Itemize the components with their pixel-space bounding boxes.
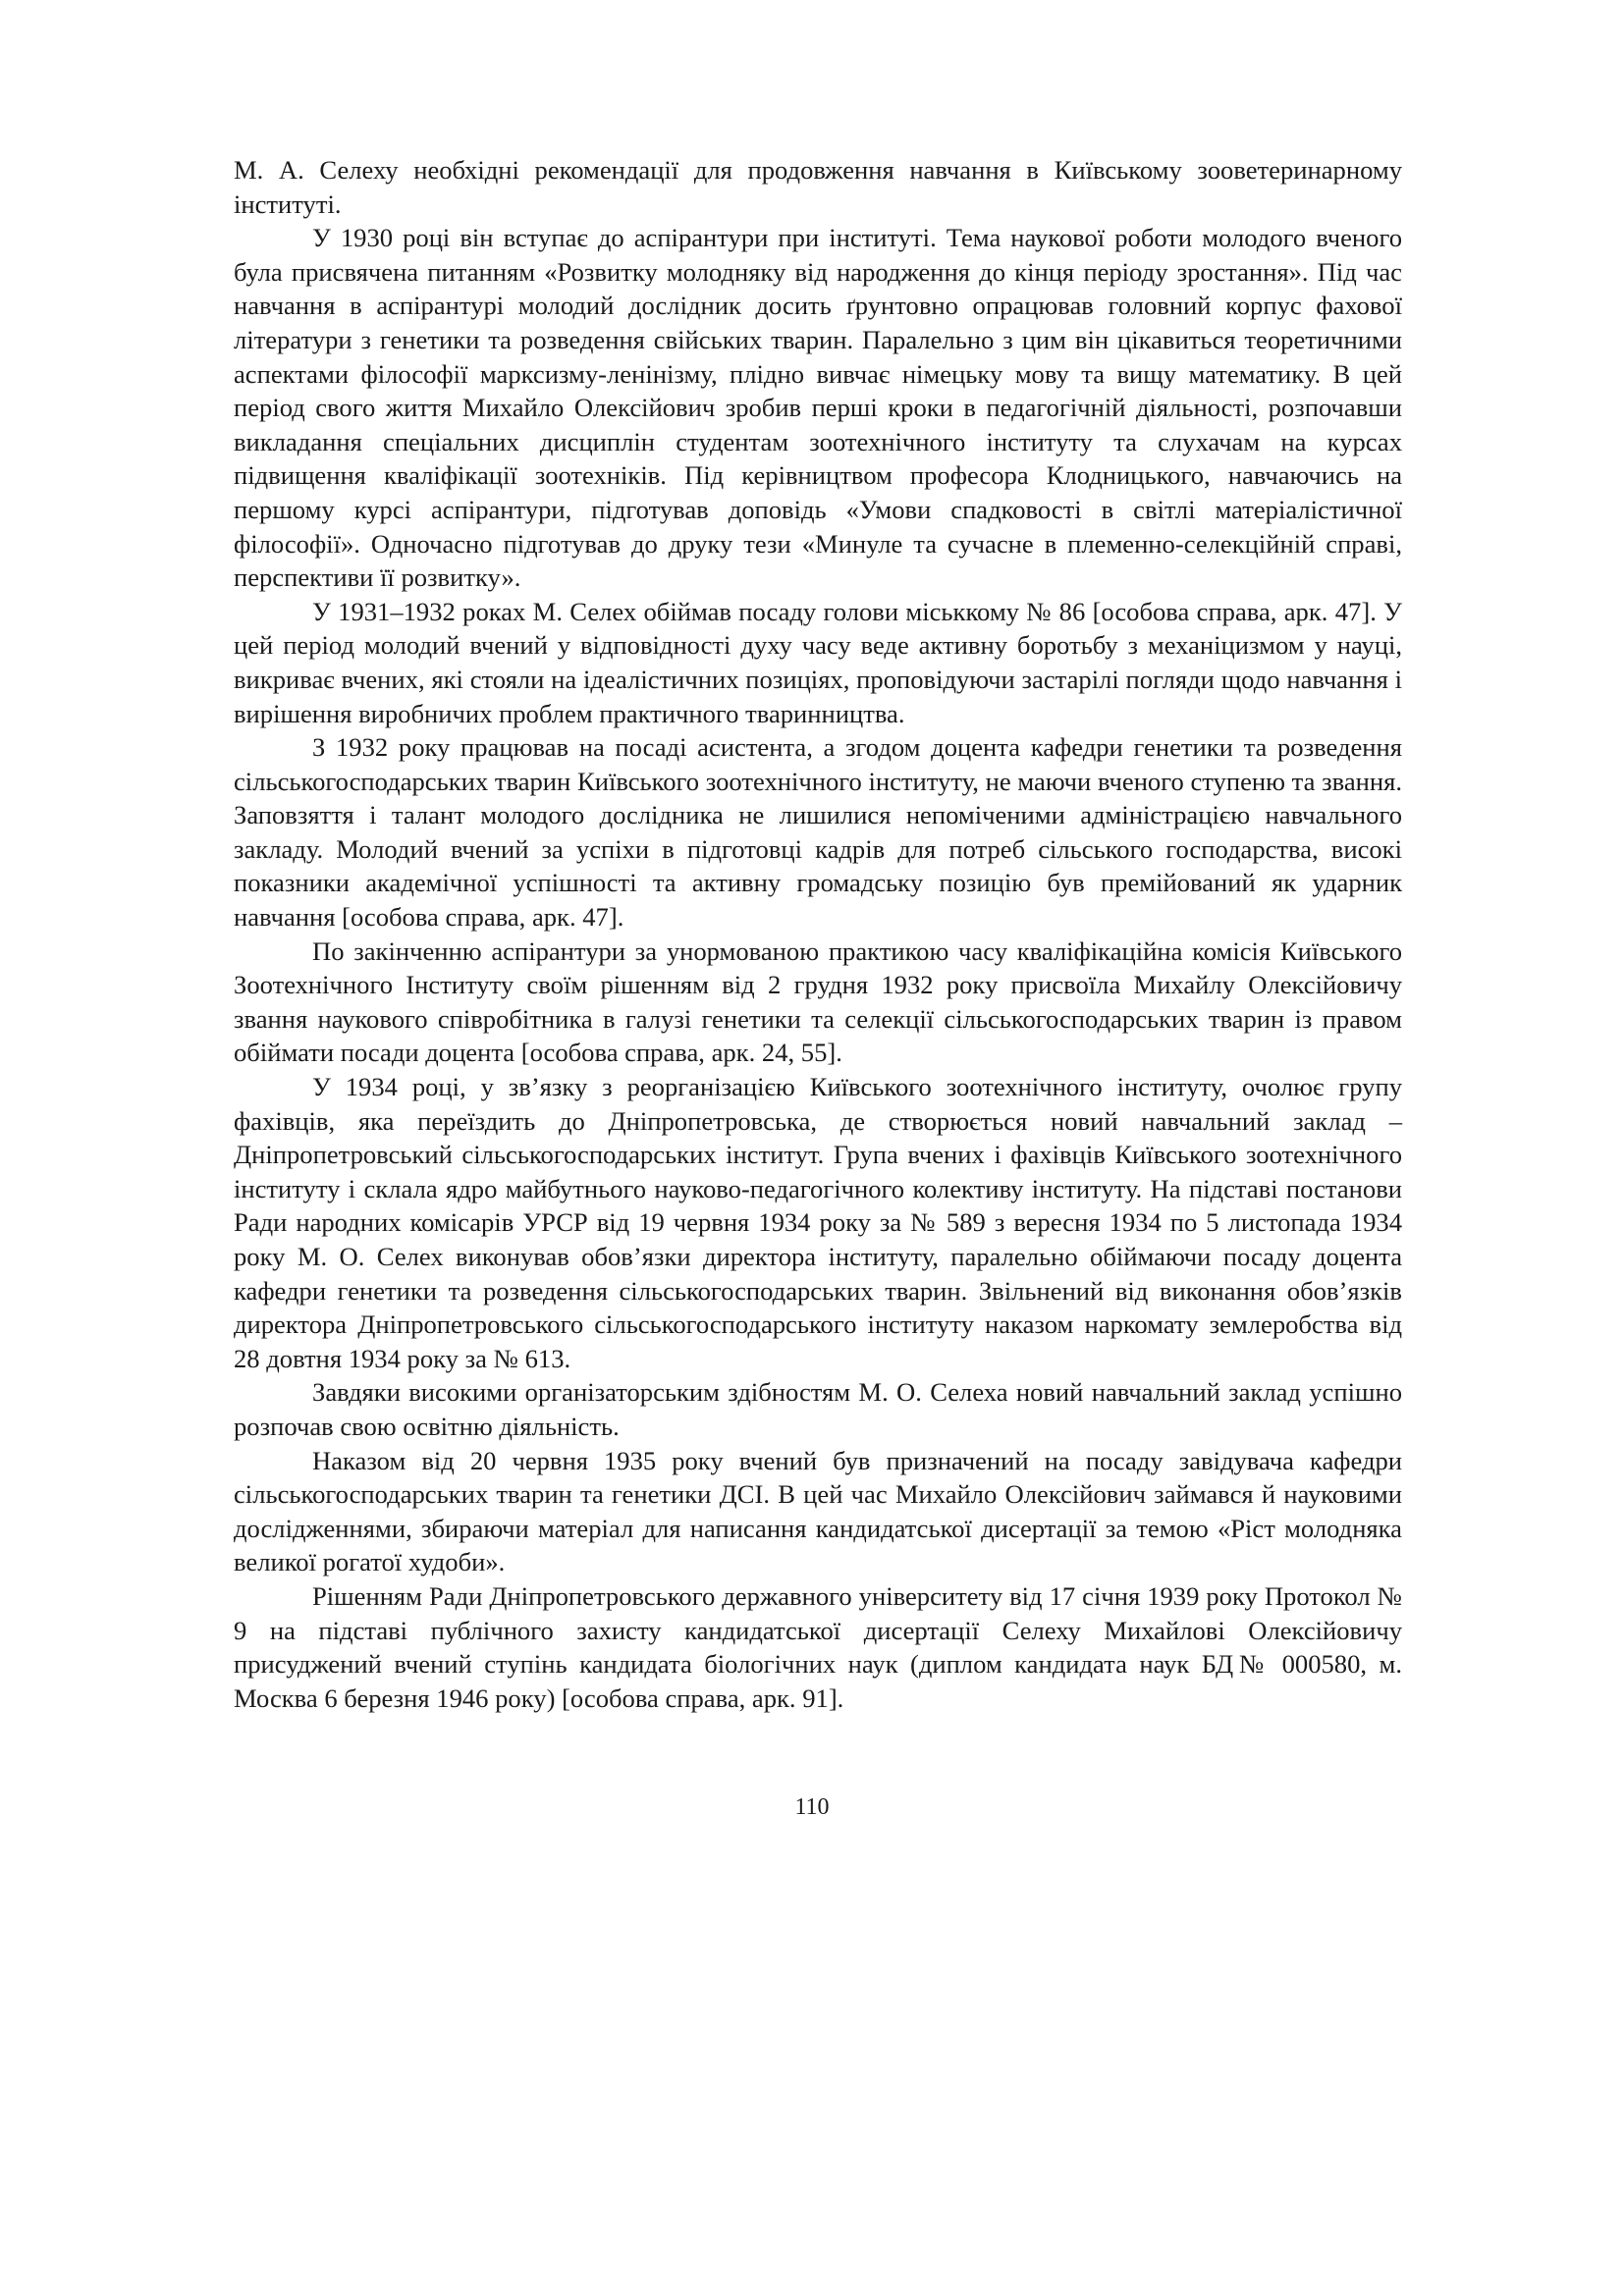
page-number: 110 — [794, 1794, 830, 1820]
paragraph: Завдяки високими організаторським здібностям М. О. Селеха новий навчальний заклад успішно розпочав свою освітню діяльність. — [234, 1377, 1402, 1441]
paragraph: З 1932 року працював на посаді асистента, а згодом доцента кафедри генетики та розведення сільськогосподарських тварин Київського зоотехнічного інституту, не маючи вченого ступеню та звання. Заповзяття і талант молодого дослідника не лишилися непоміченими адміністрацією навчального закладу. Молодий вчений за успіхи в підготовці кадрів для потреб сільського господарства, високі показники академічної успішності та активну громадську позицію був премійований як ударник навчання [особова справа, арк. 47]. — [234, 732, 1402, 933]
paragraph: У 1931–1932 роках М. Селех обіймав посаду голови міськкому № 86 [особова справа, арк. 47]. У цей період молодий вчений у відповідності духу часу веде активну боротьбу з механіцизмом у науці, викриває вчених, які стояли на ідеалістичних позиціях, проповідуючи застарілі погляди щодо навчання і вирішення виробничих проблем практичного тваринництва. — [234, 596, 1402, 728]
paragraph: Наказом від 20 червня 1935 року вчений був призначений на посаду завідувача кафедри сільськогосподарських тварин та генетики ДСІ. В цей час Михайло Олексійович займався й науковими дослідженнями, збираючи матеріал для написання кандидатської дисертації за темою «Ріст молодняка великої рогатої худоби». — [234, 1445, 1402, 1577]
paragraph: У 1930 році він вступає до аспірантури при інституті. Тема наукової роботи молодого вченого була присвячена питанням «Розвитку молодняку від народження до кінця періоду зростання». Під час навчання в аспірантурі молодий дослідник досить ґрунтовно опрацював головний корпус фахової літератури з генетики та розведення свійських тварин. Паралельно з цим він цікавиться теоретичними аспектами філософії марксизму-ленінізму, плідно вивчає німецьку мову та вищу математику. В цей період свого життя Михайло Олексійович зробив перші кроки в педагогічній діяльності, розпочавши викладання спеціальних дисциплін студентам зоотехнічного інституту та слухачам на курсах підвищення кваліфікації зоотехніків. Під керівництвом професора Клодницького, навчаючись на першому курсі аспірантури, підготував доповідь «Умови спадковості в світлі матеріалістичної філософії». Одночасно підготував до друку тези «Минуле та сучасне в племенно-селекційній справі, перспективи її розвитку». — [234, 223, 1402, 593]
document-body — [234, 153, 1402, 1715]
paragraph: По закінченню аспірантури за унормованою практикою часу кваліфікаційна комісія Київського Зоотехнічного Інституту своїм рішенням від 2 грудня 1932 року присвоїла Михайлу Олексійовичу звання наукового співробітника в галузі генетики та селекції сільськогосподарських тварин із правом обіймати посади доцента [особова справа, арк. 24, 55]. — [234, 935, 1402, 1068]
paragraph: Рішенням Ради Дніпропетровського державного університету від 17 січня 1939 року Протокол № 9 на підставі публічного захисту кандидатської дисертації Селеху Михайлові Олексійовичу присуджений вчений ступінь кандидата біологічних наук (диплом кандидата наук БД№ 000580, м. Москва 6 березня 1946 року) [особова справа, арк. 91]. — [234, 1580, 1402, 1713]
paragraph-continuation: М. А. Селеху необхідні рекомендації для продовження навчання в Київському зооветеринарному інституті. — [234, 155, 1402, 219]
paragraph: У 1934 році, у зв’язку з реорганізацією Київського зоотехнічного інституту, очолює групу фахівців, яка переїздить до Дніпропетровська, де створюється новий навчальний заклад – Дніпропетровський сільськогосподарських інститут. Група вчених і фахівців Київського зоотехнічного інституту і склала ядро майбутнього науково-педагогічного колективу інституту. На підставі постанови Ради народних комісарів УРСР від 19 червня 1934 року за № 589 з вересня 1934 по 5 листопада 1934 року М. О. Селех виконував обов’язки директора інституту, паралельно обіймаючи посаду доцента кафедри генетики та розведення сільськогосподарських тварин. Звільнений від виконання обов’язків директора Дніпропетровського сільськогосподарського інституту наказом наркомату землеробства від 28 довтня 1934 року за № 613. — [234, 1072, 1402, 1373]
